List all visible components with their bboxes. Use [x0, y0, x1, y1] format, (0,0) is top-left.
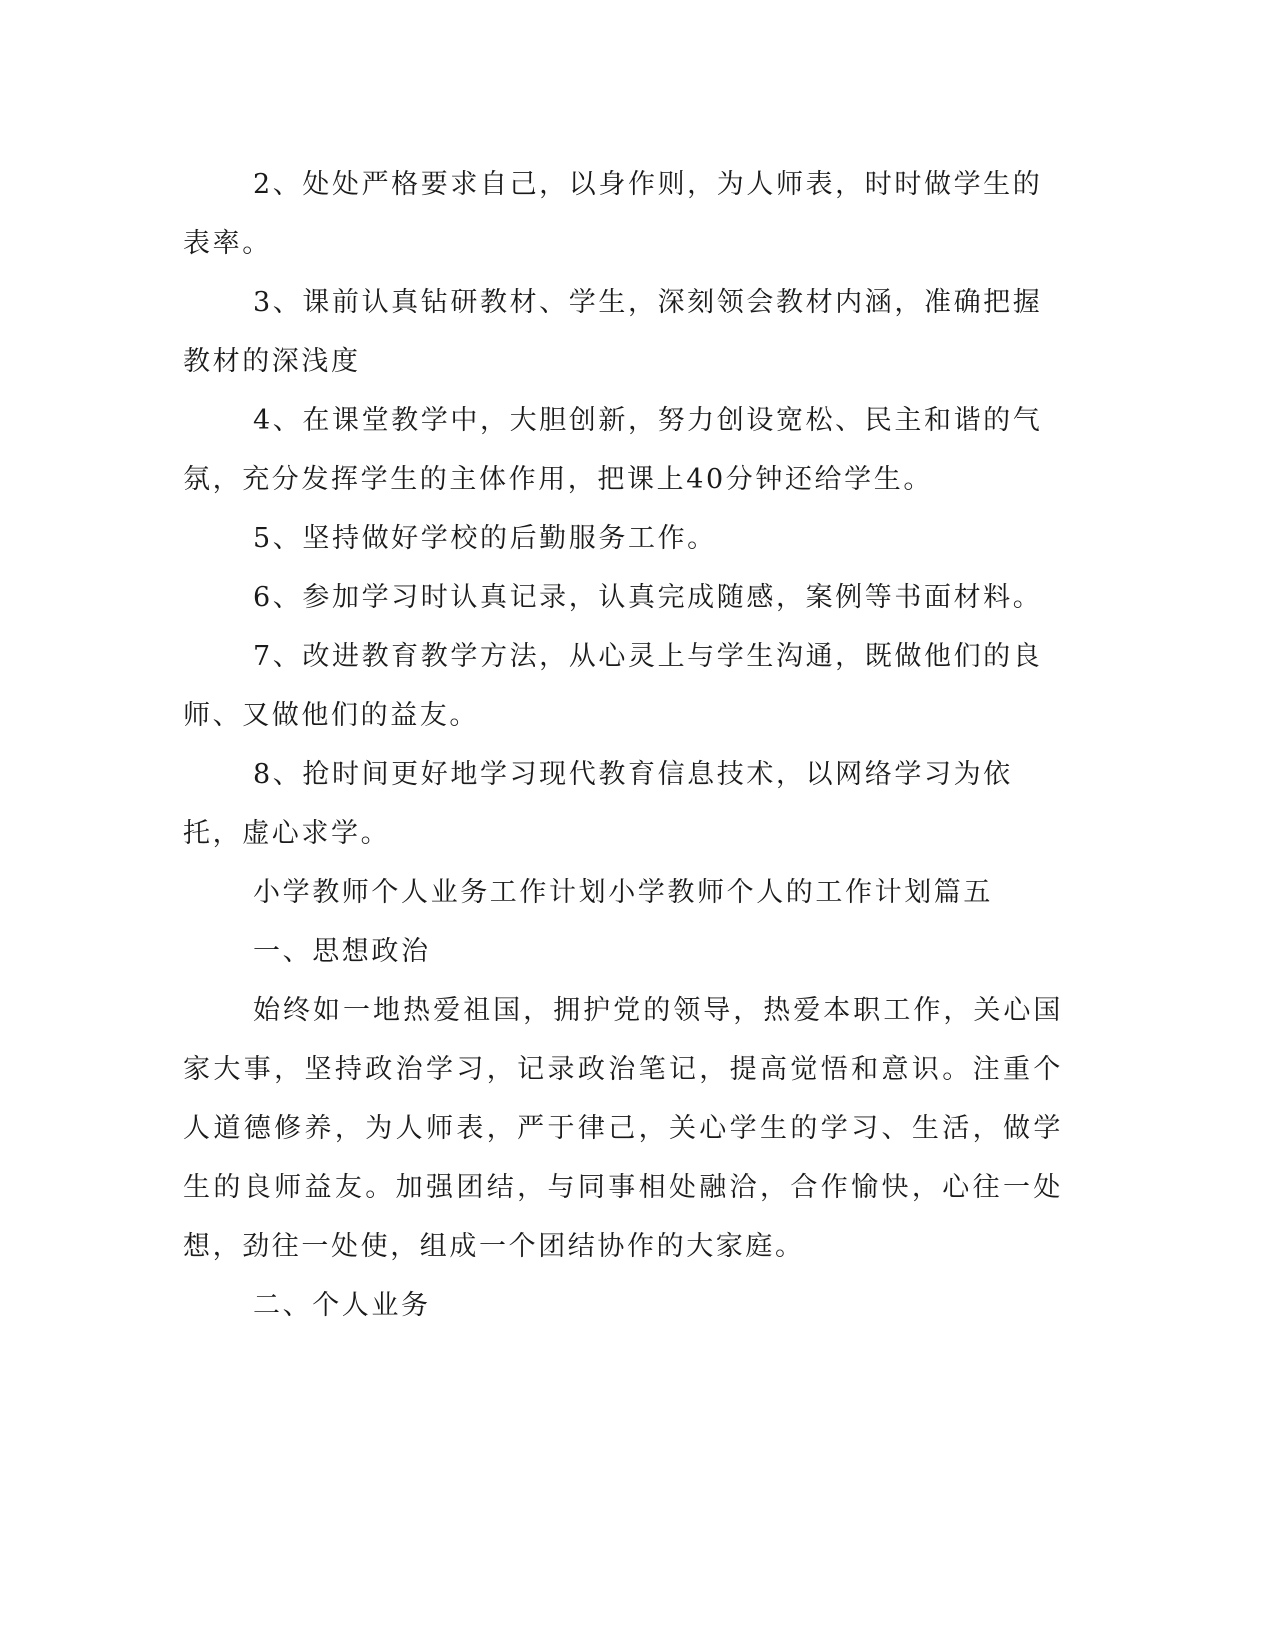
paragraph-item-2: 2、处处严格要求自己，以身作则，为人师表，时时做学生的表率。 [183, 169, 1043, 259]
paragraph-item-5: 5、坚持做好学校的后勤服务工作。 [253, 523, 717, 554]
section-title: 小学教师个人业务工作计划小学教师个人的工作计划篇五 [253, 877, 993, 908]
paragraph-item-6: 6、参加学习时认真记录，认真完成随感，案例等书面材料。 [253, 582, 1043, 613]
paragraph-ideology-politics-body: 始终如一地热爱祖国，拥护党的领导，热爱本职工作，关心国家大事，坚持政治学习，记录政治笔记，提高觉悟和意识。注重个人道德修养，为人师表，严于律己，关心学生的学习、生活，做学生的良师益友。加强团结，与同事相处融洽，合作愉快，心往一处想，劲往一处使，组成一个团结协作的大家庭。 [183, 995, 1063, 1262]
paragraph-item-3: 3、课前认真钻研教材、学生，深刻领会教材内涵，准确把握教材的深浅度 [183, 287, 1043, 377]
paragraph-item-4: 4、在课堂教学中，大胆创新，努力创设宽松、民主和谐的气氛，充分发挥学生的主体作用，把课上40分钟还给学生。 [183, 405, 1043, 495]
heading-personal-business: 二、个人业务 [253, 1290, 431, 1321]
paragraph-item-8: 8、抢时间更好地学习现代教育信息技术，以网络学习为依托，虚心求学。 [183, 759, 1013, 849]
document-body [183, 155, 1063, 1335]
paragraph-item-7: 7、改进教育教学方法，从心灵上与学生沟通，既做他们的良师、又做他们的益友。 [183, 641, 1043, 731]
heading-ideology-politics: 一、思想政治 [253, 936, 431, 967]
